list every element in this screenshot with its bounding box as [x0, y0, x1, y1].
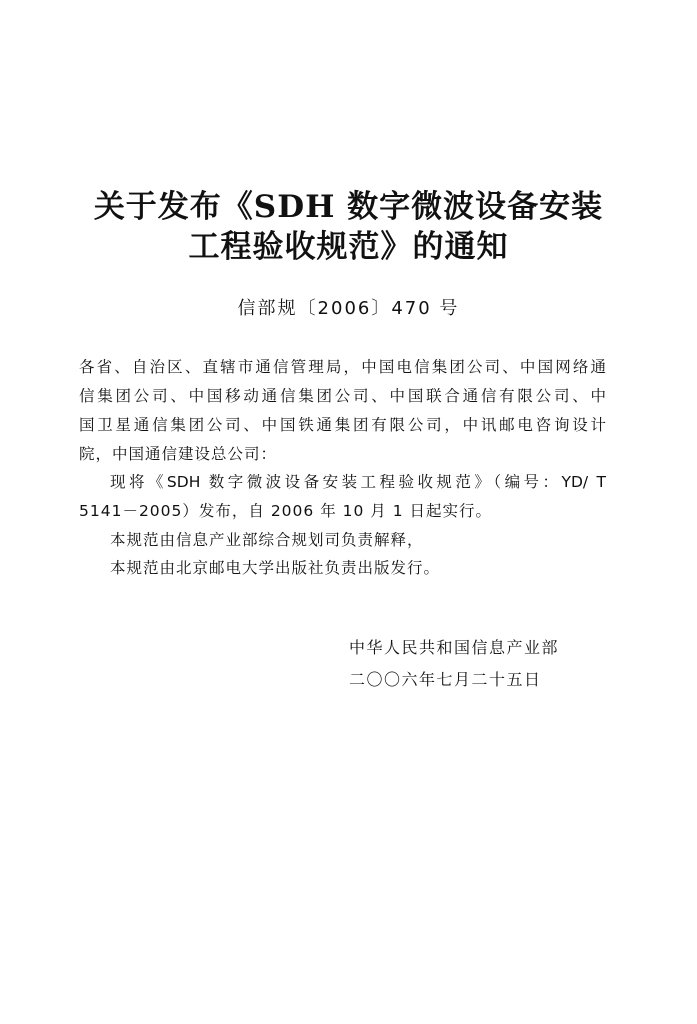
issue-date: 二〇〇六年七月二十五日 [349, 670, 542, 689]
addressee-line-3: 国卫星通信集团公司、中国铁通集团有限公司，中讯邮电咨询设计 [79, 416, 606, 434]
paragraph-line-4: 本规范由北京邮电大学出版社负责出版发行。 [110, 559, 441, 577]
document-number: 信部规〔2006〕470 号 [237, 298, 460, 319]
title-line-1: 关于发布《SDH 数字微波设备安装 [93, 189, 604, 225]
addressee-line-4: 院，中国通信建设总公司： [79, 445, 278, 463]
title-line-2: 工程验收规范》的通知 [188, 229, 509, 265]
addressee-line-2: 信集团公司、中国移动通信集团公司、中国联合通信有限公司、中 [79, 387, 606, 405]
paragraph-line-3: 本规范由信息产业部综合规划司负责解释， [110, 531, 424, 549]
paragraph-line-2: 5141－2005）发布，自 2006 年 10 月 1 日起实行。 [79, 502, 492, 520]
addressee-line-1: 各省、自治区、直辖市通信管理局，中国电信集团公司、中国网络通 [79, 358, 606, 376]
issuer-signature: 中华人民共和国信息产业部 [349, 638, 560, 657]
paragraph-line-1: 现将《SDH 数字微波设备安装工程验收规范》（编号：YD/ T [110, 473, 606, 491]
